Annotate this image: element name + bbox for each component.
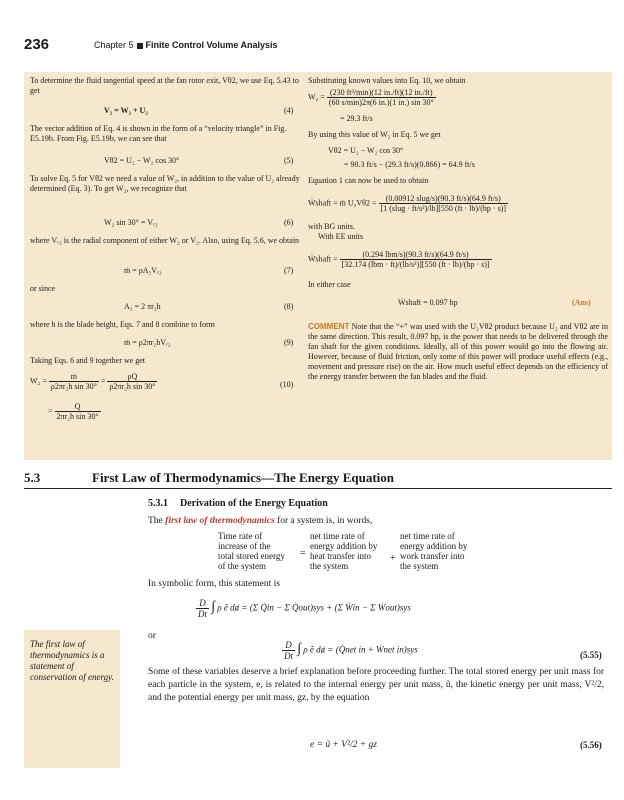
example-panel [24, 72, 612, 460]
eq10-eq: = [100, 376, 106, 386]
eq10-frac1 [49, 372, 99, 391]
eq-5-55-body: ρ ẽ dⱥ = (Q̇net in + Ẇnet in)sys [303, 644, 418, 655]
eq10-f3-num: Q [55, 402, 101, 412]
eq9: ṁ = ρ2πr₂hVᵣ₂ [124, 338, 171, 347]
eq10-eq2: = [48, 406, 53, 416]
comment-label: COMMENT [308, 322, 350, 331]
words-heat [310, 531, 394, 571]
right-p1: Substituting known values into Eq. 10, we obtain [308, 76, 466, 85]
right-p3: Equation 1 can now be used to obtain [308, 176, 429, 185]
section-rule [24, 488, 612, 489]
ddt-frac-2: $\frac{D}{Dt}$ [284, 640, 293, 661]
eq10-f2-den: ρ2πr₂h sin 30° [109, 382, 156, 391]
eq7-number: (7) [284, 266, 294, 275]
right-p5: With EE units [318, 232, 364, 241]
w1-line: Time rate of [218, 531, 263, 541]
square-bullet-icon [137, 43, 143, 49]
wshaft2-num: (0.294 lbm/s)(90.3 ft/s)(64.9 ft/s) [340, 250, 492, 260]
eq5-number: (5) [284, 156, 294, 165]
wshaft-num: (0.00912 slug/s)(90.3 ft/s)(64.9 ft/s) [379, 194, 508, 204]
w2-eq [308, 88, 436, 107]
eq-5-55-number: (5.55) [580, 650, 602, 660]
w1-line: increase of the [218, 541, 271, 551]
right-p4: with BG units. [308, 222, 355, 231]
eq10-frac3 [55, 402, 101, 421]
answer-tag: (Ans) [572, 298, 591, 307]
left-p2-wrap [30, 124, 302, 144]
eq7: ṁ = ρA₂Vᵣ₂ [124, 266, 162, 275]
eq8: A₂ = 2 πr₂h [124, 302, 161, 311]
left-p6: where h is the blade height, Eqs. 7 and 8 combine to form [30, 320, 215, 329]
left-p1: To determine the fluid tangential speed at the fan rotor exit, Vθ2, we use Eq. 5.43 to get [30, 76, 299, 95]
page-number: 236 [24, 36, 50, 53]
eq6-number: (6) [284, 218, 294, 227]
margin-note [24, 630, 120, 768]
wshaft-lhs: Ẇshaft = ṁ U₂Vθ2 = [308, 198, 377, 208]
w2-num: (230 ft³/min)(12 in./ft)(12 in./ft) [327, 88, 436, 98]
chapter-title: Finite Control Volume Analysis [145, 40, 278, 50]
word-equals: = [300, 548, 306, 559]
integral-icon: ∫ [211, 599, 216, 615]
w2-frac [327, 88, 436, 107]
result-eq: Ẇshaft = 0.097 hp [398, 298, 458, 307]
w1-line: total stored energy [218, 551, 285, 561]
section-number: 5.3 [24, 470, 41, 485]
section-title: First Law of Thermodynamics—The Energy Equation [92, 470, 395, 485]
eq10 [30, 372, 157, 391]
symbolic-eq-body: ρ ẽ dⱥ = (Σ Q̇in − Σ Q̇out)sys + (Σ Ẇin − Σ Ẇout)sys [217, 602, 411, 613]
eq10-f1-num: ṁ [49, 372, 99, 382]
left-p3: To solve Eq. 5 for Vθ2 we need a value of W₂, in addition to the value of U₂ already determined (Eq. 3). To get W₂, we recognize that [30, 174, 300, 193]
comment-block [308, 322, 608, 382]
left-p4: where Vᵣ₂ is the radial component of either W₂ or V₂. Also, using Eq. 5.6, we obtain [30, 236, 300, 245]
w2-den: (60 s/min)2π(6 in.)(1 in.) sin 30° [328, 98, 434, 107]
first-law-term: first law of thermodynamics [165, 516, 275, 526]
w2-line: net time rate of [310, 531, 365, 541]
chapter-label: Chapter 5 [94, 40, 134, 50]
eq6: W₂ sin 30° = Vᵣ₂ [104, 218, 158, 227]
right-p2: By using this value of W₂ in Eq. 5 we get [308, 130, 441, 139]
wshaft2-den: [32.174 (lbm · ft)/(lb/s²)][550 (ft · lb)/(hp · s)] [341, 260, 490, 269]
ddt-frac: $\frac{D}{Dt}$ [198, 598, 207, 619]
eq-5-55 [282, 640, 418, 661]
wshaft-eq1 [308, 194, 508, 213]
left-column [30, 76, 302, 96]
eq10-number: (10) [280, 380, 294, 389]
word-plus: + [390, 553, 396, 564]
eq10-f2-num: ρQ [107, 372, 157, 382]
left-p3-wrap [30, 174, 302, 194]
wshaft2-lhs: Ẇshaft = [308, 254, 338, 264]
intro-pre: The [148, 516, 163, 526]
eq8-number: (8) [284, 302, 294, 311]
intro-line [148, 515, 372, 528]
right-p6: In either case [308, 280, 351, 289]
symbolic-equation [196, 598, 411, 619]
v-theta-line1: Vθ2 = U₂ − W₂ cos 30° [328, 146, 404, 155]
left-p2: The vector addition of Eq. 4 is shown in the form of a “velocity triangle” in Fig. E5.19b. From Fig. E5.19b, we can see that [30, 124, 287, 143]
intro-post: for a system is, in words, [277, 516, 373, 526]
eq10-f1-den: ρ2πr₂h sin 30° [50, 382, 97, 391]
integral-icon-2: ∫ [297, 641, 302, 657]
eq10-lhs: W₂ = [30, 376, 47, 386]
w2-line: heat transfer into [310, 551, 371, 561]
eq4: V₂ = W₂ + U₂ [104, 106, 148, 115]
symbolic-intro: In symbolic form, this statement is [148, 579, 280, 589]
margin-note-text: The first law of thermodynamics is a statement of conservation of energy. [30, 639, 114, 682]
eq10-frac2 [107, 372, 157, 391]
w2-line: energy addition by [310, 541, 378, 551]
eq4-number: (4) [284, 106, 294, 115]
left-p7: Taking Eqs. 6 and 9 together we get [30, 356, 145, 365]
eq5: Vθ2 = U₂ − W₂ cos 30° [104, 156, 180, 165]
eq10-line2 [48, 402, 101, 421]
or-text: or [148, 631, 156, 641]
wshaft-eq2 [308, 250, 492, 269]
w2-line: the system [310, 561, 349, 571]
w1-line: of the system [218, 561, 266, 571]
w3-line: net time rate of [400, 531, 455, 541]
eq10-f3-den: 2πr₂h sin 30° [56, 412, 99, 421]
wshaft2-frac [340, 250, 492, 269]
w3-line: the system [400, 561, 439, 571]
chapter-header [94, 40, 278, 50]
w2-lhs: W₂ = [308, 92, 325, 102]
comment-text: Note that the “+” was used with the U₂Vθ2 product because U₂ and Vθ2 are in the same direction. This result, 0.097 hp, is the power that needs to be delivered through the fan shaft for the given conditions. Ideally, all of this power would go into the flowing air. However, because of fluid friction, only some of this power will produce useful effects (e.g., movement and pressure rise) on the air. How much useful effect depends on the efficiency of the energy transfer between the fan blades and the fluid. [308, 322, 608, 381]
eq-5-56: e = ũ + V²/2 + gz [310, 740, 377, 750]
body-paragraph: Some of these variables deserve a brief explanation before proceeding further. The total stored energy per unit mass for each particle in the system, e, is related to the internal energy per unit mass, ũ, the kinetic energy per unit mass, V²/2, and the potential energy per unit mass, gz, by the equation [148, 667, 604, 703]
wshaft-frac [379, 194, 508, 213]
left-p4-wrap [30, 236, 302, 246]
v-theta-line2: = 90.3 ft/s − (29.3 ft/s)(0.866) = 64.9 ft/s [344, 160, 475, 169]
words-work [400, 531, 490, 571]
left-p5: or since [30, 284, 56, 293]
w3-line: energy addition by [400, 541, 468, 551]
subsection-title: Derivation of the Energy Equation [180, 498, 328, 509]
eq9-number: (9) [284, 338, 294, 347]
w3-line: work transfer into [400, 551, 465, 561]
wshaft-den: [1 (slug · ft/s²)/lb][550 (ft · lb)/(hp · s)] [380, 204, 507, 213]
words-stored-energy [218, 531, 302, 571]
eq-5-56-number: (5.56) [580, 740, 602, 750]
subsection-number: 5.3.1 [148, 498, 168, 509]
w2-result: = 29.3 ft/s [340, 114, 373, 123]
